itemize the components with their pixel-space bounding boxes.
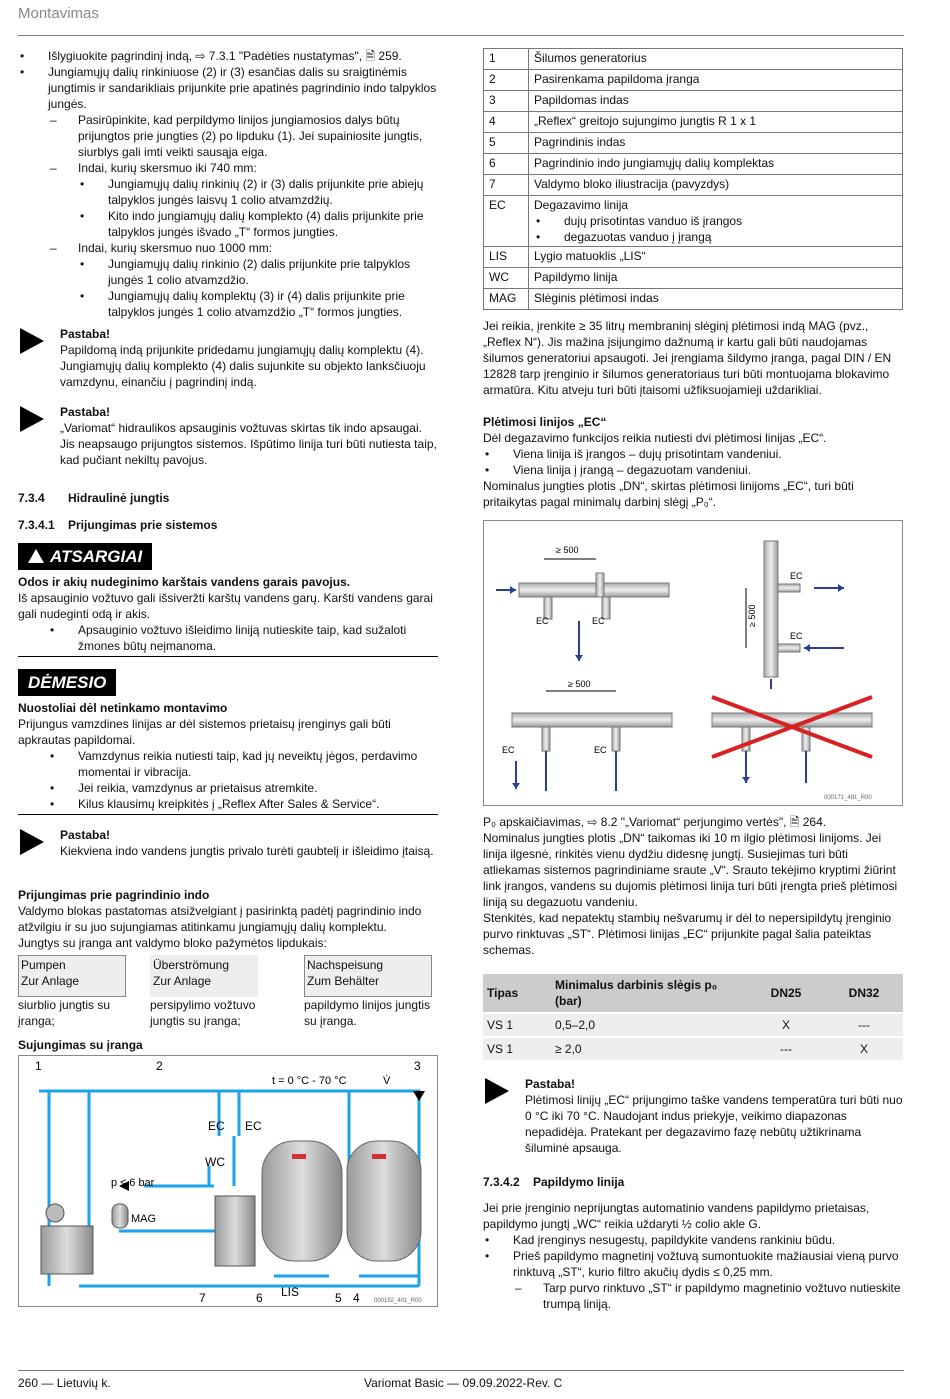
legend-key: 6 [484,154,529,175]
legend-row [484,91,903,112]
tipas-cell: X [825,1038,903,1060]
tipas-header: Minimalus darbinis slėgis p₀ (bar) [551,974,747,1012]
note-text: Kiekviena indo vandens jungtis privalo turėti gaubtelį ir išleidimo įtaisą. [60,844,434,858]
legend-value: Valdymo bloko iliustracija (pavyzdys) [529,175,903,196]
connection-diagram-svg [19,1056,439,1306]
page-header-title: Montavimas [18,5,99,22]
notice-bullet: • Vamzdynus reikia nutiesti taip, kad jų neveiktų jėgos, perdavimo momentai ir vibracija. [18,748,438,780]
tipas-cell: --- [825,1014,903,1036]
legend-value: Slėginis plėtimosi indas [529,289,903,310]
warning-triangle-icon [28,549,44,563]
ec-bullet: • Viena linija į įrangą – degazuotam vandeniui. [483,462,903,478]
tipas-header: DN25 [747,974,825,1012]
boiler-icon [41,1226,93,1274]
section-heading: 7.3.4 Hidraulinė jungtis [18,491,170,505]
left-column [18,48,438,1307]
tipas-cell: VS 1 [483,1014,551,1036]
legend-table [483,48,903,310]
ec-connection-diagram-svg [484,521,904,805]
paragraph: Dėl degazavimo funkcijos reikia nutiesti dvi plėtimosi linijas „EC“. [483,431,827,445]
ec-label: EC [208,1119,225,1133]
paragraph: Stenkitės, kad nepatektų stambių nešvarumų ir dėl to nepersipildytų įrenginio purvo rinktuvas „ST“. Plėtimosi linijas „EC“ prijunkite pagal šalia pateiktas schemas. [483,911,892,957]
note-arrow-icon [20,406,44,432]
note-arrow-icon [20,328,44,354]
pressure-label: p ≤ 6 bar [111,1177,155,1189]
dash-item: – Indai, kurių skersmuo iki 740 mm: [18,160,438,176]
legend-row [484,247,903,268]
mag-vessel-icon [112,1204,128,1228]
legend-row [484,70,903,91]
legend-row [484,196,903,247]
notice-bullet: • Kilus klausimų kreipkitės į „Reflex After Sales & Service“. [18,796,438,812]
notice-title: Nuostoliai dėl netinkamo montavimo [18,701,228,715]
tipas-row [483,1038,903,1060]
sub-bullet: • Jungiamųjų dalių rinkinio (2) dalis prijunkite prie talpyklos jungės 1 colio atvamzdžio. [18,256,438,288]
paragraph: Nominalus jungties plotis „DN“ taikomas iki 10 m ilgio plėtimosi linijoms. Jei linija ilgesnė, rinkitės vienu dydžiu didesnę jungtį. Susiejimas turi būti atliekamas sistemos pagrindiniame sraute „V“. Srauto tekėjimo kryptimi žiūrint link įrangos, vandens su dujomis plėtimosi linija turi būti įrengta prieš plėtimosi liniją su degazuotu vandeniu. [483,831,898,909]
sticker: Nachspeisung Zum Behälter papildymo linijos jungtis su įranga. [304,955,432,1029]
temp-range-label: t = 0 °C - 70 °C [272,1075,347,1087]
figure-title: Sujungimas su įranga [18,1038,143,1052]
note-block [18,326,438,390]
legend-value: „Reflex“ greitojo sujungimo jungtis R 1 x 1 [529,112,903,133]
legend-value: Papildymo linija [529,268,903,289]
flow-label: V̇ [383,1075,391,1087]
intro-bullet: • Jungiamųjų dalių rinkiniuose (2) ir (3) esančias dalis su sraigtinėmis jungtimis ir sandarikliais prijunkite prie apatinės pagrindinio indo talpyklos jungės. [18,64,438,112]
header-divider [18,35,904,36]
legend-key: WC [484,268,529,289]
dash-item: – Pasirūpinkite, kad perpildymo linijos jungiamosios dalys būtų prijungtos prie jungties (2) po lipduku (1). Jei supainiosite jungtis, siurblys gali imti veikti sausąja eiga. [18,112,438,160]
legend-row [484,175,903,196]
figure-code: 000152_401_R00 [374,1298,422,1304]
legend-row [484,268,903,289]
footer-doc: Variomat Basic — 09.09.2022-Rev. C [364,1376,563,1390]
tipas-table [483,972,903,1062]
dimension-label: ≥ 500 [568,679,591,689]
caution-badge: ATSARGIAI [18,543,152,570]
note-text: „Variomat“ hidraulikos apsauginis vožtuvas skirtas tik indo apsaugai. Jis neapsaugo prijungtos sistemos. Išpūtimo linija turi būti nutiesta taip, kad pučiant nekiltų pavojus. [60,421,437,467]
notice-badge: DĖMESIO [18,669,116,696]
legend-key: 3 [484,91,529,112]
legend-row [484,289,903,310]
ec-bullet: • Viena linija iš įrangos – dujų prisotintam vandeniui. [483,446,903,462]
legend-value: Degazavimo linija • dujų prisotintas vanduo iš įrangos • degazuotas vanduo į įrangą [529,196,903,247]
legend-key: 2 [484,70,529,91]
callout-2: 2 [156,1059,163,1073]
sub-bullet: • Jungiamųjų dalių rinkinių (2) ir (3) dalis prijunkite prie abiejų talpyklos jungės laisvų 1 colio atvamzdžių. [18,176,438,208]
tipas-cell: --- [747,1038,825,1060]
subsection-title: Prijungimas prie pagrindinio indo [18,888,210,902]
note-arrow-icon [485,1078,509,1104]
sub-bullet: • Jungiamųjų dalių komplektų (3) ir (4) dalis prijunkite prie talpyklos jungės 1 colio atvamzdžio „T“ formos jungties. [18,288,438,320]
note-title: Pastaba! [60,828,111,842]
note-text: Papildomą indą prijunkite pridedamu jungiamųjų dalių komplektu (4). Jungiamųjų dalių komplekto (4) dalis sujunkite su objekto lanksčiuoju vamzdynu, einančiu į pagrindinį indą. [60,343,426,389]
ec-connection-diagram [483,520,903,806]
legend-key: LIS [484,247,529,268]
legend-value: Šilumos generatorius [529,49,903,70]
tipas-cell: ≥ 2,0 [551,1038,747,1060]
legend-value: Pasirenkama papildoma įranga [529,70,903,91]
notice-bullet: • Jei reikia, vamzdynus ar prietaisus atremkite. [18,780,438,796]
legend-value: Pagrindinis indas [529,133,903,154]
ec-label: EC [790,631,803,641]
section-heading: 7.3.4.2 Papildymo linija [483,1175,625,1189]
ec-label: EC [502,745,515,755]
lis-label: LIS [281,1285,300,1299]
paragraph: Jei reikia, įrenkite ≥ 35 litrų membraninį slėginį plėtimosi indą MAG (pvz., „Reflex N“). Jis mažina įsijungimo dažnumą ir kartu gali būti naudojamas šilumos generatoriui apsaugoti. Jei įrengiama šildymo įranga, pagal DIN / EN 12828 tarp įrenginio ir šilumos generatoriaus turi būti montuojama blokavimo armatūra. Kitu atveju turi būti įtaisomi užfiksuojamieji uždarikliai. [483,319,892,397]
sticker: Überströmung Zur Anlage persipylimo vožtuvo jungtis su įranga; [150,955,258,1029]
refill-bullet: • Prieš papildymo magnetinį vožtuvą sumontuokite mažiausiai vieną purvo rinktuvą „ST“, kurio filtro akučių dydis ≤ 0,25 mm. [483,1248,903,1280]
control-unit-icon [215,1196,255,1266]
paragraph: Nominalus jungties plotis „DN“, skirtas plėtimosi linijoms „EC“, turi būti pritaikytas pagal minimalų darbinį slėgį „P₀“. [483,479,854,509]
connection-diagram [18,1055,438,1307]
legend-value: Pagrindinio indo jungiamųjų dalių komplektas [529,154,903,175]
caution-title: Odos ir akių nudeginimo karštais vandens garais pavojus. [18,575,351,589]
legend-value: Papildomas indas [529,91,903,112]
caution-box [18,543,438,657]
callout-6: 6 [256,1291,263,1305]
tipas-cell: 0,5–2,0 [551,1014,747,1036]
note-arrow-icon [20,829,44,855]
callout-7: 7 [199,1291,206,1305]
tank-logo-icon [292,1154,306,1159]
section-heading: 7.3.4.1 Prijungimas prie sistemos [18,518,218,532]
tank-logo-icon [372,1154,386,1159]
legend-row [484,49,903,70]
sticker-row [18,955,438,1029]
legend-key: 1 [484,49,529,70]
footer-divider [18,1370,904,1371]
callout-1: 1 [35,1059,42,1073]
legend-key: EC [484,196,529,247]
caution-bullet: • Apsauginio vožtuvo išleidimo liniją nutieskite taip, kad sužaloti žmones būtų neįmanoma. [18,622,438,654]
intro-bullet: • Išlygiuokite pagrindinį indą, ⇨ 7.3.1 "Padėties nustatymas", 🗎 259. [18,48,438,64]
dimension-label: ≥ 500 [747,604,757,627]
paragraph: Jei prie įrenginio neprijungtas automatinio vandens papildymo prietaisas, papildymo jungtį „WC“ reikia uždaryti ½ colio akle G. [483,1201,870,1231]
legend-row [484,112,903,133]
caution-text: Iš apsauginio vožtuvo gali išsiveržti karštų vandens garų. Karšti vandens garai gali nudeginti odą ir akis. [18,591,433,621]
footer-page: 260 — Lietuvių k. [18,1376,111,1390]
dash-item: – Indai, kurių skersmuo nuo 1000 mm: [18,240,438,256]
paragraph: P₀ apskaičiavimas, ⇨ 8.2 "„Variomat“ perjungimo vertės", 🗎 264. [483,815,827,829]
tipas-row [483,1014,903,1036]
pump-icon [46,1204,64,1222]
note-title: Pastaba! [60,327,111,341]
legend-sub-item: • degazuotas vanduo į įrangą [534,229,897,245]
note-title: Pastaba! [525,1077,576,1091]
legend-key: 7 [484,175,529,196]
paragraph: Jungtys su įranga ant valdymo bloko pažymėtos lipdukais: [18,936,327,950]
note-block [18,827,438,859]
tipas-cell: X [747,1014,825,1036]
flow-arrow-icon [413,1091,425,1101]
dimension-label: ≥ 500 [556,545,579,555]
ec-label: EC [594,745,607,755]
right-column [483,48,903,1312]
legend-key: MAG [484,289,529,310]
mag-label: MAG [131,1213,157,1225]
ec-label: EC [536,616,549,626]
callout-4: 4 [353,1291,360,1305]
legend-value: Lygio matuoklis „LIS“ [529,247,903,268]
notice-box [18,669,438,815]
legend-sub-item: • dujų prisotintas vanduo iš įrangos [534,213,897,229]
note-block [483,1076,903,1156]
figure-code: 000171_481_R00 [824,795,872,801]
ec-label: EC [592,616,605,626]
callout-5: 5 [335,1291,342,1305]
ec-label: EC [790,571,803,581]
legend-key: 5 [484,133,529,154]
wc-label: WC [205,1155,225,1169]
sub-bullet: • Kito indo jungiamųjų dalių komplekto (4) dalis prijunkite prie talpyklos jungės išvado „T“ formos jungties. [18,208,438,240]
paragraph: Valdymo blokas pastatomas atsižvelgiant į pasirinktą padėtį pagrindinio indo atžvilgiu ir su juo sujungiamas atitinkamu jungiamųjų dalių komplektu. [18,904,422,934]
legend-key: 4 [484,112,529,133]
dash-item: – Tarp purvo rinktuvo „ST“ ir papildymo magnetinio vožtuvo nutieskite trumpą liniją. [483,1280,903,1312]
sticker: Pumpen Zur Anlage siurblio jungtis su įranga; [18,955,126,1029]
subsection-title: Plėtimosi linijos „EC“ [483,415,607,429]
tipas-header: DN32 [825,974,903,1012]
legend-row [484,133,903,154]
notice-text: Prijungus vamzdines linijas ar dėl sistemos prietaisų įrenginys gali būti apkrautas papildomai. [18,717,391,747]
note-title: Pastaba! [60,405,111,419]
callout-3: 3 [414,1059,421,1073]
note-block [18,404,438,468]
note-text: Plėtimosi linijų „EC“ prijungimo taške vandens temperatūra turi būti nuo 0 °C iki 70 °C. Naudojant indus priekyje, veikimo diapazonas nepadidėja. Pratekant per degazavimo fazę nebūtų užtikrinama šiluminė apsauga. [525,1093,903,1155]
tipas-cell: VS 1 [483,1038,551,1060]
legend-row [484,154,903,175]
tipas-header: Tipas [483,974,551,1012]
refill-bullet: • Kad įrenginys nesugestų, papildykite vandens rankiniu būdu. [483,1232,903,1248]
ec-label: EC [245,1119,262,1133]
